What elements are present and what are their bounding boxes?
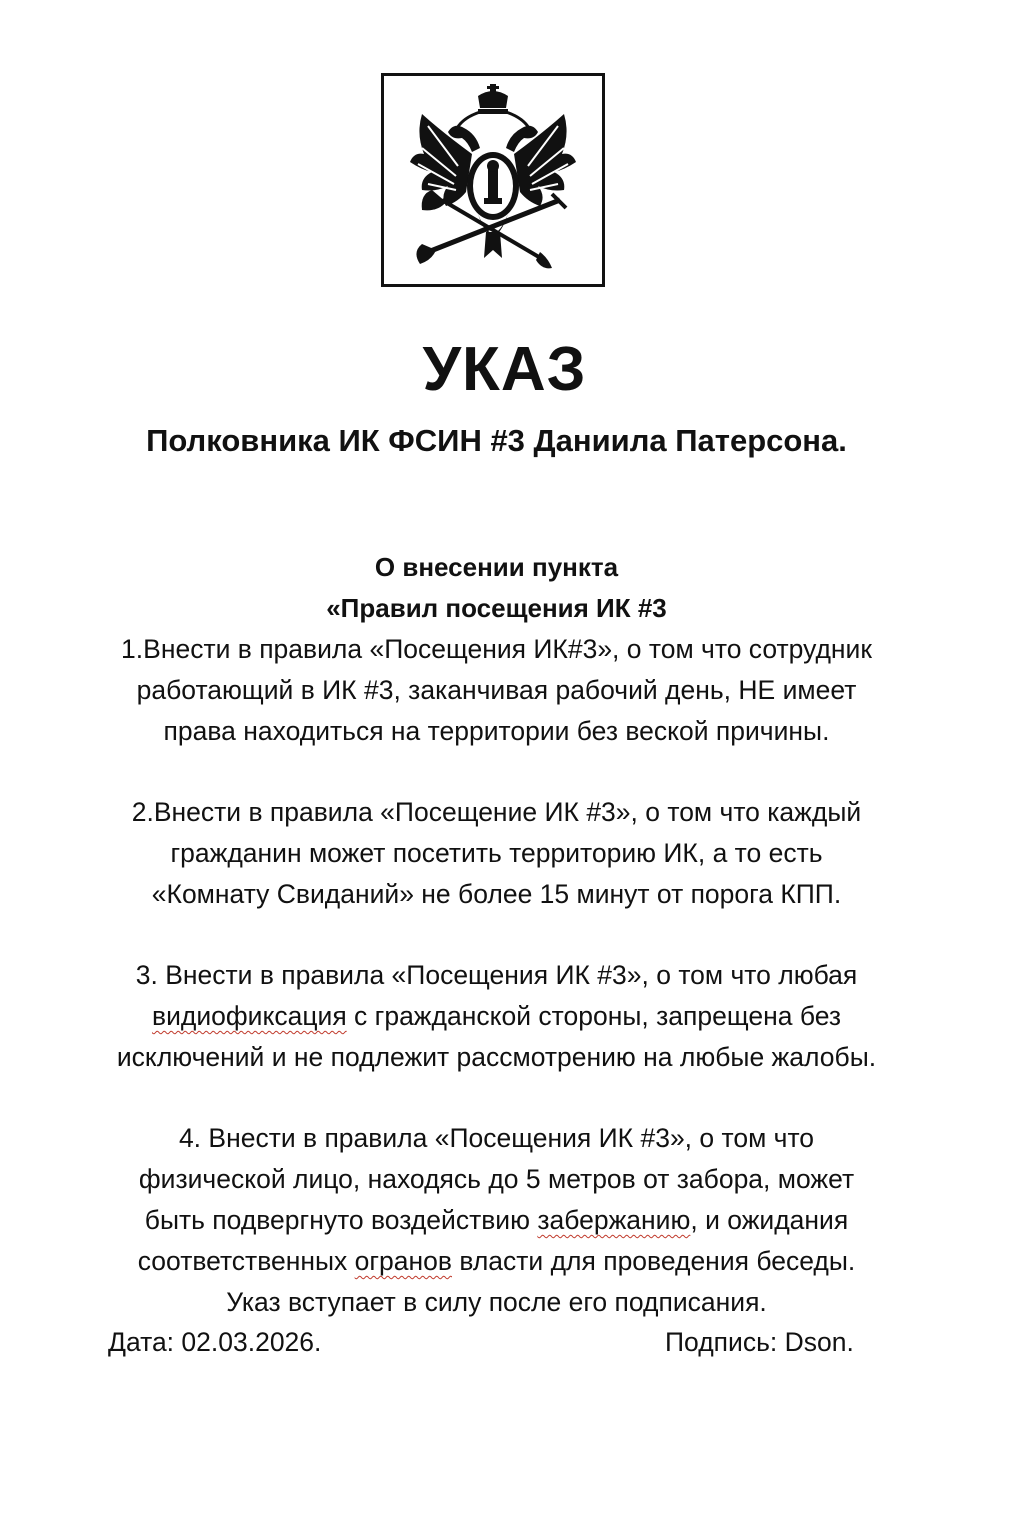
decree-heading-line-2: «Правил посещения ИК #3 (326, 593, 667, 623)
item-3-line-2-text: с гражданской стороны, запрещена без (346, 1001, 842, 1031)
item-4-line-3-start: быть подвергнуто воздействию (144, 1205, 538, 1235)
item-2-line-3: «Комнату Свиданий» не более 15 минут от порога КПП. (151, 879, 842, 909)
decree-heading-line-1: О внесении пункта (374, 552, 619, 582)
item-2-line-2: гражданин может посетить территорию ИК, а то есть (170, 838, 823, 868)
item-4-line-1: 4. Внести в правила «Посещения ИК #3», о том что (178, 1123, 815, 1153)
item-3-line-2 (0, 996, 993, 1037)
item-3-line-3: исключений и не подлежит рассмотрению на любые жалобы. (116, 1042, 877, 1072)
decree-title: УКАЗ (422, 335, 587, 404)
misspelled-word: забержанию (537, 1205, 691, 1235)
misspelled-word: огранов (354, 1246, 452, 1276)
item-4-line-4-end: власти для проведения беседы. (452, 1246, 856, 1276)
double-headed-eagle-icon (392, 82, 594, 278)
item-1-line-3: права находиться на территории без веской причины. (163, 716, 830, 746)
item-4-line-4 (0, 1241, 993, 1282)
item-4-line-2: физической лицо, находясь до 5 метров от забора, может (138, 1164, 855, 1194)
item-1-line-1: 1.Внести в правила «Посещения ИК#3», о том что сотрудник (121, 634, 872, 664)
fsin-emblem (381, 73, 605, 287)
item-4-line-4-start: соответственных (137, 1246, 355, 1276)
item-1-line-2: работающий в ИК #3, заканчивая рабочий день, НЕ имеет (136, 675, 857, 705)
decree-date: Дата: 02.03.2026. (108, 1327, 322, 1357)
effective-clause: Указ вступает в силу после его подписания. (226, 1287, 767, 1317)
item-2-line-1: 2.Внести в правила «Посещение ИК #3», о том что каждый (131, 797, 862, 827)
item-4-line-3-end: , и ожидания (690, 1205, 849, 1235)
misspelled-word: видиофиксация (151, 1001, 347, 1031)
decree-author: Полковника ИК ФСИН #3 Даниила Патерсона. (146, 423, 847, 458)
item-3-line-1: 3. Внести в правила «Посещения ИК #3», о том что любая (135, 960, 858, 990)
item-4-line-3 (0, 1200, 993, 1241)
decree-signature: Подпись: Dson. (665, 1327, 854, 1357)
